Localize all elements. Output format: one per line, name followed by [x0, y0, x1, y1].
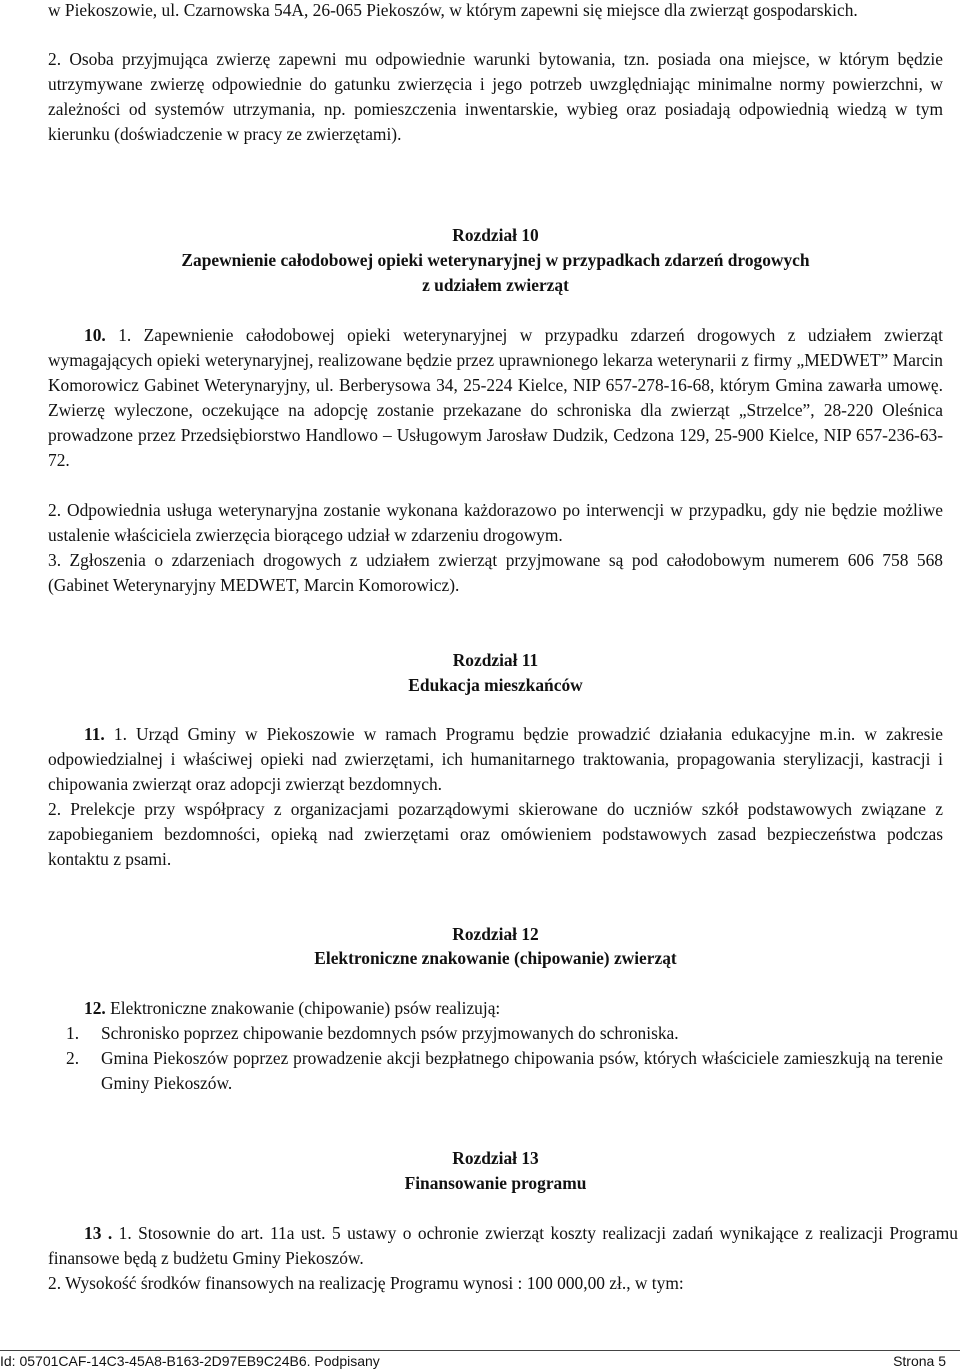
section-12-lead: [48, 996, 943, 1021]
section-13-paragraph-2: 2. Wysokość środków finansowych na realizację Programu wynosi : 100 000,00 zł., w tym:: [48, 1273, 684, 1293]
intro-line: w Piekoszowie, ul. Czarnowska 54A, 26-065 Piekoszów, w którym zapewni się miejsce dla zwierząt gospodarskich.: [48, 0, 858, 20]
page-number: Strona 5: [893, 1353, 946, 1369]
section-12-number: 12.: [84, 998, 106, 1018]
chapter-11-subtitle: Edukacja mieszkańców: [408, 675, 583, 695]
section-10-paragraph-1: [48, 323, 943, 473]
list-item-number: 1.: [66, 1023, 80, 1043]
section-11-number: 11.: [84, 724, 105, 744]
section-13-paragraph-1: [48, 1221, 958, 1271]
chapter-13-title: Rozdział 13: [452, 1148, 539, 1168]
chapter-10-subtitle: Zapewnienie całodobowej opieki weterynaryjnej w przypadkach zdarzeń drogowych: [181, 250, 810, 270]
list-item-text: Gmina Piekoszów poprzez prowadzenie akcji bezpłatnego chipowania psów, których właściciele zamieszkują na terenie Gminy Piekoszów.: [101, 1048, 943, 1093]
section-10-paragraph-3: 3. Zgłoszenia o zdarzeniach drogowych z udziałem zwierząt przyjmowane są pod całodobowym numerem 606 758 568 (Gabinet Weterynaryjny MEDWET, Marcin Komorowicz).: [48, 550, 943, 595]
page-footer: [0, 1350, 960, 1371]
chapter-10-subtitle-2: z udziałem zwierząt: [422, 275, 569, 295]
chapter-12-subtitle: Elektroniczne znakowanie (chipowanie) zwierząt: [314, 948, 677, 968]
chapter-13-subtitle: Finansowanie programu: [404, 1173, 587, 1193]
chapter-10-title: Rozdział 10: [452, 225, 539, 245]
list-item-text: Schronisko poprzez chipowanie bezdomnych psów przyjmowanych do schroniska.: [101, 1023, 679, 1043]
chapter-11-title: Rozdział 11: [452, 650, 539, 670]
section-11-paragraph-1: [48, 722, 943, 797]
section-11-text-1: 1. Urząd Gminy w Piekoszowie w ramach Programu będzie prowadzić działania edukacyjne m.in. w zakresie odpowiedzialnej i właściwej opieki nad zwierzętami, ich humanitarnego traktowania, propagowania sterylizacji, kastracji i chipowania zwierząt oraz adopcji zwierząt bezdomnych.: [48, 724, 943, 794]
section-10-text-1: 1. Zapewnienie całodobowej opieki weterynaryjnej w przypadku zdarzeń drogowych z udziałem zwierząt wymagających opieki weterynaryjnej, realizowane będzie przez uprawnionego lekarza weterynarii z firmy „MEDWET” Marcin Komorowicz Gabinet Weterynaryjny, ul. Berberysowa 34, 25-224 Kielce, NIP 657-278-16-68, którym Gmina zawarła umowę. Zwierzę wyleczone, oczekujące na adopcję zostanie przekazane do schroniska dla zwierząt „Strzelce”, 28-220 Oleśnica prowadzone przez Przedsiębiorstwo Handlowo – Usługowym Jarosław Dudzik, Cedzona 129, 25-900 Kielce, NIP 657-236-63-72.: [48, 325, 943, 470]
chapter-12-title: Rozdział 12: [452, 924, 539, 944]
document-id: Id: 05701CAF-14C3-45A8-B163-2D97EB9C24B6. Podpisany: [0, 1353, 380, 1369]
section-10-number: 10.: [84, 325, 106, 345]
list-item: [66, 1021, 943, 1046]
intro-paragraph-2: 2. Osoba przyjmująca zwierzę zapewni mu odpowiednie warunki bytowania, tzn. posiada ona miejsce, w którym będzie utrzymywane zwierzę odpowiednie do gatunku zwierzęcia i jego potrzeb uwzględniając minimalne normy powierzchni, w zależności od systemów utrzymania, np. pomieszczenia inwentarskie, wybieg oraz posiadają odpowiednią wiedzą w tym kierunku (doświadczenie w pracy ze zwierzętami).: [48, 49, 943, 144]
section-13-number: 13 .: [84, 1223, 113, 1243]
list-item: [66, 1046, 943, 1096]
section-10-paragraph-2: 2. Odpowiednia usługa weterynaryjna zostanie wykonana każdorazowo po interwencji w przypadku, gdy nie będzie możliwe ustalenie właściciela zwierzęcia biorącego udział w zdarzeniu drogowym.: [48, 500, 943, 545]
section-12-lead-text: Elektroniczne znakowanie (chipowanie) psów realizują:: [110, 998, 501, 1018]
section-11-paragraph-2: 2. Prelekcje przy współpracy z organizacjami pozarządowymi skierowane do uczniów szkół podstawowych związane z zapobieganiem bezdomności, opieką nad zwierzętami oraz omówieniem podstawowych zasad bezpieczeństwa podczas kontaktu z psami.: [48, 799, 943, 869]
list-item-number: 2.: [66, 1048, 80, 1068]
section-13-text-1: 1. Stosownie do art. 11a ust. 5 ustawy o ochronie zwierząt koszty realizacji zadań wynikające z realizacji Programu finansowe będą z budżetu Gminy Piekoszów.: [48, 1223, 958, 1268]
